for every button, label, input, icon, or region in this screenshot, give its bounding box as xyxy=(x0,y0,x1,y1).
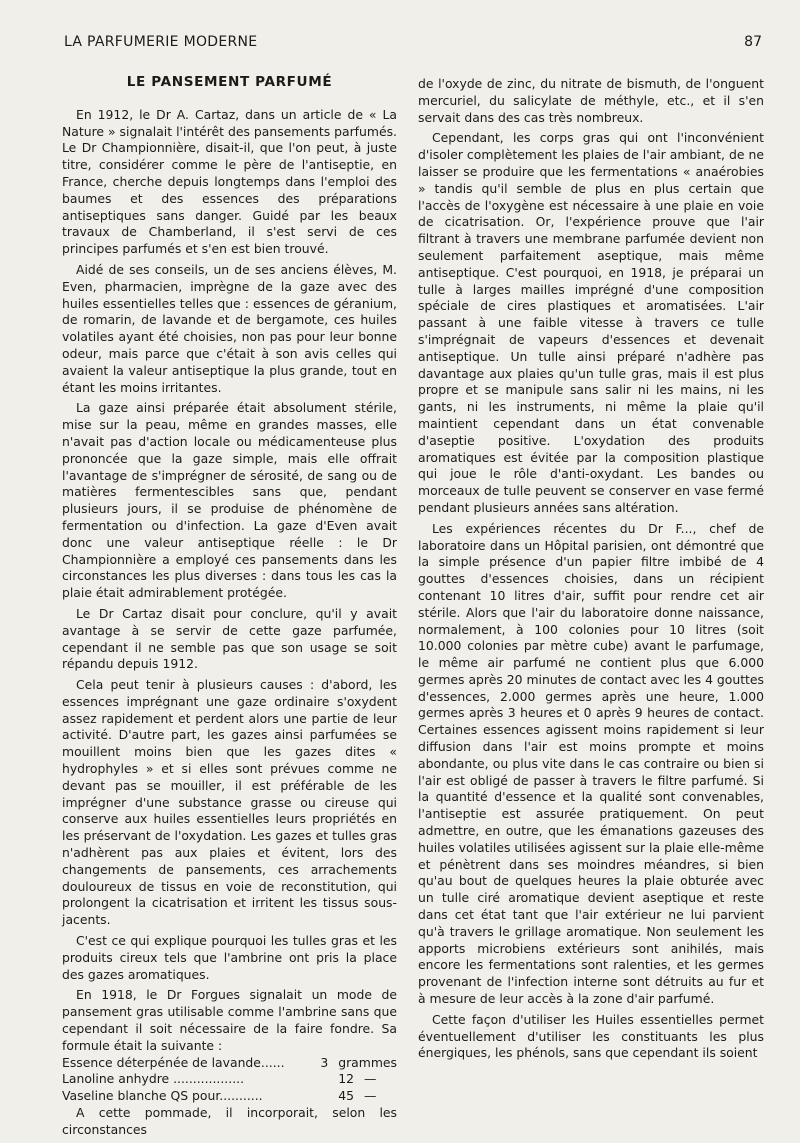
article-title: LE PANSEMENT PARFUMÉ xyxy=(126,74,333,90)
running-title: LA PARFUMERIE MODERNE xyxy=(64,34,258,50)
page-number: 87 xyxy=(744,34,762,50)
paragraph: En 1918, le Dr Forgues signalait un mode de pansement gras utilisable comme l'ambrine sans que cependant il soit nécessaire de la faire fondre. Sa formule était la suivante : xyxy=(62,987,397,1053)
paragraph: Aidé de ses conseils, un de ses anciens élèves, M. Even, pharmacien, imprègne de la gaze avec des huiles essentielles telles que : essences de géranium, de romarin, de lavande et de bergamote, ces huiles volatiles ayant été choisies, non pas pour leur bonne odeur, mais parce que c'était à son avis celles qui avaient la valeur antiseptique la plus grande, tout en étant les moins irritantes. xyxy=(62,261,397,395)
ingredient-unit: — xyxy=(364,1071,377,1087)
right-column xyxy=(418,76,764,1066)
paragraph: C'est ce qui explique pourquoi les tulles gras et les produits cireux tels que l'ambrine ont pris la place des gazes aromatiques. xyxy=(62,933,397,982)
ingredient-name: Lanoline anhydre .................. xyxy=(62,1071,245,1087)
paragraph: Cependant, les corps gras qui ont l'inconvénient d'isoler complètement les plaies de l'air ambiant, de ne laisser se produire que les fermentations « anaérobies » tandis qu'il semble de plus en plus certain que l'accès de l'oxygène est nécessaire à une plaie en voie de cicatrisation. Or, l'expérience prouve que l'air filtrant à travers une membrane parfumée devient non seulement parfaitement aseptique, mais même antiseptique. C'est pourquoi, en 1918, je préparai un tulle à larges mailles imprégné d'une composition spéciale de cires plastiques et aromatisées. L'air passant à une faible vitesse à travers ce tulle s'imprégnait de vapeurs d'essences et devenait antiseptique. Un tulle ainsi préparé n'adhère pas davantage aux plaies qu'un tulle gras, mais il est plus propre et se manipule sans salir ni les mains, ni les gants, ni les instruments, ni même la plaie qu'il maintient cependant dans un état convenable d'aseptie positive. L'oxydation des produits aromatiques est évitée par la composition plastique qui joue le rôle d'anti-oxydant. Les bandes ou morceaux de tulle peuvent se conserver en vase fermé pendant plusieurs années sans altération. xyxy=(418,130,764,515)
paragraph: Les expériences récentes du Dr F..., chef de laboratoire dans un Hôpital parisien, ont démontré que la simple présence d'un papier filtre imbibé de 4 gouttes d'essences choisies, dans un récipient contenant 10 litres d'air, suffit pour rendre cet air stérile. Alors que l'air du laboratoire donne naissance, normalement, à 100 colonies pour 10 litres (soit 10.000 colonies par mètre cube) avant le parfumage, le même air parfumé ne contient plus que 6.000 germes après 20 minutes de contact avec les 4 gouttes d'essences, 2.000 germes après une heure, 1.000 germes après 3 heures et 0 après 9 heures de contact. Certaines essences agissent moins rapidement si leur diffusion dans l'air est moins prompte et moins abondante, ou plus vite dans le cas contraire ou bien si l'air est obligé de passer à travers le filtre parfumé. Si la quantité d'essence et la qualité sont convenables, l'antiseptie est assurée pratiquement. On peut admettre, en outre, que les émanations gazeuses des huiles volatiles utilisées agissent sur la plaie elle-même et pénètrent dans ses moindres méandres, si bien qu'au bout de quelques heures la plaie obturée avec un tulle ciré aromatique devient aseptique et reste dans cet état tant que l'air extérieur ne lui parvient qu'à travers le grillage aromatique. Non seulement les apports microbiens extérieurs sont anihilés, mais encore les fermentations sont ralenties, et les germes provenant de l'infection interne sont détruits au fur et à mesure de leur accès à la zone d'air parfumé. xyxy=(418,520,764,1007)
formula-row xyxy=(62,1071,397,1088)
ingredient-quantity: 45 xyxy=(338,1088,354,1104)
paragraph: Le Dr Cartaz disait pour conclure, qu'il y avait avantage à se servir de cette gaze parfumée, cependant il ne semble pas que son usage se soit répandu depuis 1912. xyxy=(62,605,397,672)
paragraph: En 1912, le Dr A. Cartaz, dans un article de « La Nature » signalait l'intérêt des pansements parfumés. Le Dr Championnière, disait-il, que l'on peut, à juste titre, considérer comme le père de l'antiseptie, en France, cherche depuis longtemps dans l'emploi des baumes et des essences des préparations antiseptiques sans danger. Guidé par les beaux travaux de Chamberland, il s'est servi de ces principes parfumés et s'en est bien trouvé. xyxy=(62,106,397,257)
paragraph: Cette façon d'utiliser les Huiles essentielles permet éventuellement d'utiliser les constituants les plus énergiques, les phénols, sans que cependant ils soient xyxy=(418,1011,764,1061)
formula-row xyxy=(62,1088,397,1105)
ingredient-quantity: 12 xyxy=(338,1071,354,1087)
formula-table xyxy=(62,1055,397,1105)
formula-row xyxy=(62,1055,397,1072)
ingredient-name: Vaseline blanche QS pour........... xyxy=(62,1088,263,1104)
ingredient-unit: grammes xyxy=(338,1054,397,1070)
ingredient-unit: — xyxy=(364,1088,377,1104)
ingredient-quantity: 3 xyxy=(320,1054,329,1070)
paragraph: de l'oxyde de zinc, du nitrate de bismuth, de l'onguent mercuriel, du salicylate de méthyle, etc., et il s'en servait dans des cas très nombreux. xyxy=(418,76,764,125)
paragraph: La gaze ainsi préparée était absolument stérile, mise sur la peau, même en grandes masses, elle n'avait pas d'action locale ou médicamenteuse plus prononcée que la gaze simple, mais elle offrait l'avantage de s'imprégner de sérosité, de sang ou de matières fermentescibles sans que, pendant plusieurs jours, il se produise de phénomène de fermentation ou d'infection. La gaze d'Even avait donc une valeur antiseptique réelle : le Dr Championnière a employé ces pansements dans les circonstances les plus diverses : dans tous les cas la plaie était admirablement protégée. xyxy=(62,400,397,601)
left-column xyxy=(62,72,397,1143)
ingredient-name: Essence déterpénée de lavande...... xyxy=(62,1054,285,1070)
paragraph: Cela peut tenir à plusieurs causes : d'abord, les essences imprégnant une gaze ordinaire s'oxydent assez rapidement et perdent alors une partie de leur activité. D'autre part, les gazes ainsi parfumées se mouillent moins bien que les gazes dites « hydrophyles » et si elles sont prévues comme ne devant pas se mouiller, il est préférable de les imprégner d'une substance grasse ou cireuse qui conserve aux huiles essentielles leurs propriétés en les préservant de l'oxydation. Les gazes et tulles gras n'adhèrent pas aux plaies et évitent, lors des changements de pansements, ces arrachements douloureux de tissus en voie de reconstitution, qui prolongent la cicatrisation et irritent les tissus sous-jacents. xyxy=(62,677,397,928)
paragraph: A cette pommade, il incorporait, selon les circonstances xyxy=(62,1105,397,1137)
